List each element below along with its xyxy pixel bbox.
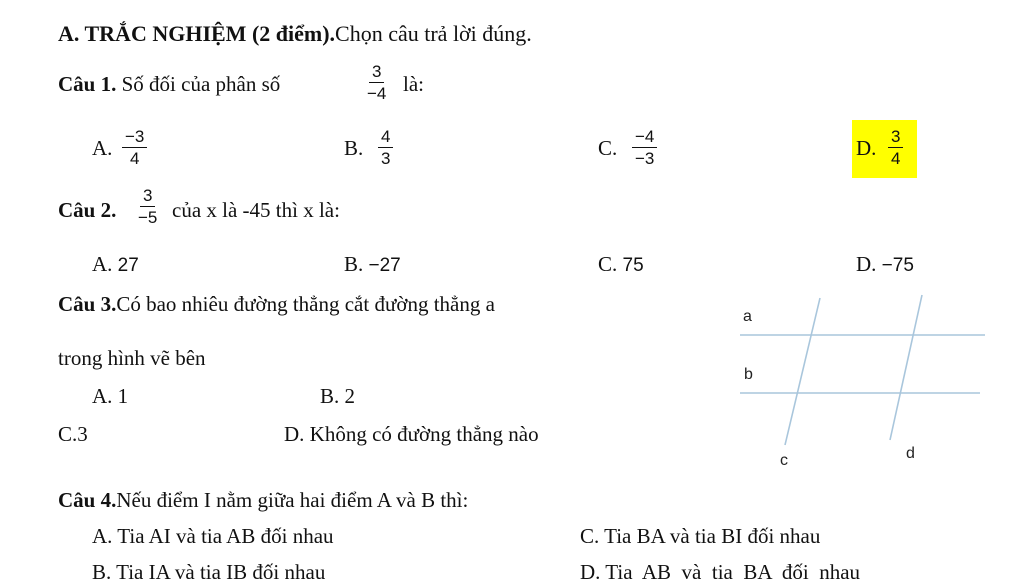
label-b: b — [744, 366, 753, 383]
label-a: a — [743, 308, 752, 325]
q1-text: Số đối của phân số — [121, 72, 281, 96]
q1-option-c-num: −4 — [632, 127, 657, 148]
q2-option-a-letter: A. — [92, 252, 113, 276]
q4-option-d: D. Tia AB và tia BA đối nhau — [580, 560, 861, 584]
q1-option-b-den: 3 — [381, 149, 391, 168]
q3-text-line1: Có bao nhiêu đường thẳng cắt đường thẳng a — [116, 292, 495, 316]
q3-label: Câu 3. — [58, 292, 117, 316]
q1-prompt — [58, 72, 280, 96]
q3-figure — [700, 290, 1000, 480]
q2-option-d-letter: D. — [856, 252, 877, 276]
q2-option-c — [598, 252, 644, 278]
q1-option-a-fraction — [122, 127, 147, 168]
q2-text: của x là -45 thì x là: — [172, 198, 340, 222]
section-heading — [58, 22, 532, 46]
q1-option-a-letter: A. — [92, 136, 113, 160]
q4-option-a: A. Tia AI và tia AB đối nhau — [92, 524, 334, 548]
q2-fraction-den: −5 — [138, 208, 158, 227]
q3-text-line2: trong hình vẽ bên — [58, 346, 206, 370]
q2-option-c-value: 75 — [622, 255, 644, 276]
label-c: c — [780, 452, 788, 469]
q4-option-c: C. Tia BA và tia BI đối nhau — [580, 524, 821, 548]
q1-fraction-num: 3 — [369, 62, 384, 83]
q1-option-a-num: −3 — [122, 127, 147, 148]
q1-fraction — [364, 62, 389, 103]
q2-option-a-value: 27 — [117, 255, 139, 276]
q2-option-d — [856, 252, 914, 278]
q1-option-a-den: 4 — [129, 149, 140, 168]
q1-option-d-den: 4 — [891, 149, 901, 168]
q1-option-b-fraction — [378, 127, 393, 168]
q2-label: Câu 2. — [58, 198, 117, 222]
q4-option-b: B. Tia IA và tia IB đối nhau — [92, 560, 326, 584]
section-heading-instruction: Chọn câu trả lời đúng. — [335, 21, 532, 46]
q4-prompt — [58, 488, 468, 512]
q2-option-b-letter: B. — [344, 252, 364, 276]
q2-fraction — [135, 186, 160, 227]
q3-option-b: B. 2 — [320, 384, 356, 408]
q3-prompt — [58, 292, 495, 316]
q2-option-d-value: −75 — [881, 255, 914, 276]
q3-option-c: C.3 — [58, 422, 88, 446]
q2-option-c-letter: C. — [598, 252, 618, 276]
q1-option-d-letter: D. — [856, 136, 877, 160]
q1-label: Câu 1. — [58, 72, 117, 96]
q3-option-d: D. Không có đường thẳng nào — [284, 422, 539, 446]
q1-option-c-letter: C. — [598, 136, 618, 160]
q1-option-b-num: 4 — [378, 127, 393, 148]
q4-label: Câu 4. — [58, 488, 117, 512]
q2-option-b — [344, 252, 401, 278]
q1-fraction-den: −4 — [367, 84, 387, 103]
q1-option-c-den: −3 — [635, 149, 655, 168]
q4-text: Nếu điểm I nằm giữa hai điểm A và B thì: — [116, 488, 469, 512]
q3-option-a: A. 1 — [92, 384, 129, 408]
line-d — [890, 295, 922, 440]
q1-option-c-fraction — [632, 127, 657, 168]
label-d: d — [906, 445, 915, 462]
line-c — [785, 298, 820, 445]
section-heading-bold: A. TRẮC NGHIỆM (2 điểm). — [58, 21, 336, 46]
q1-option-b-letter: B. — [344, 136, 364, 160]
q1-option-d-num: 3 — [888, 127, 903, 148]
q1-text-after: là: — [403, 72, 424, 96]
q2-option-b-value: −27 — [368, 255, 401, 276]
q2-option-a — [92, 252, 139, 278]
q1-option-d-fraction — [888, 127, 903, 168]
q2-fraction-num: 3 — [140, 186, 155, 207]
